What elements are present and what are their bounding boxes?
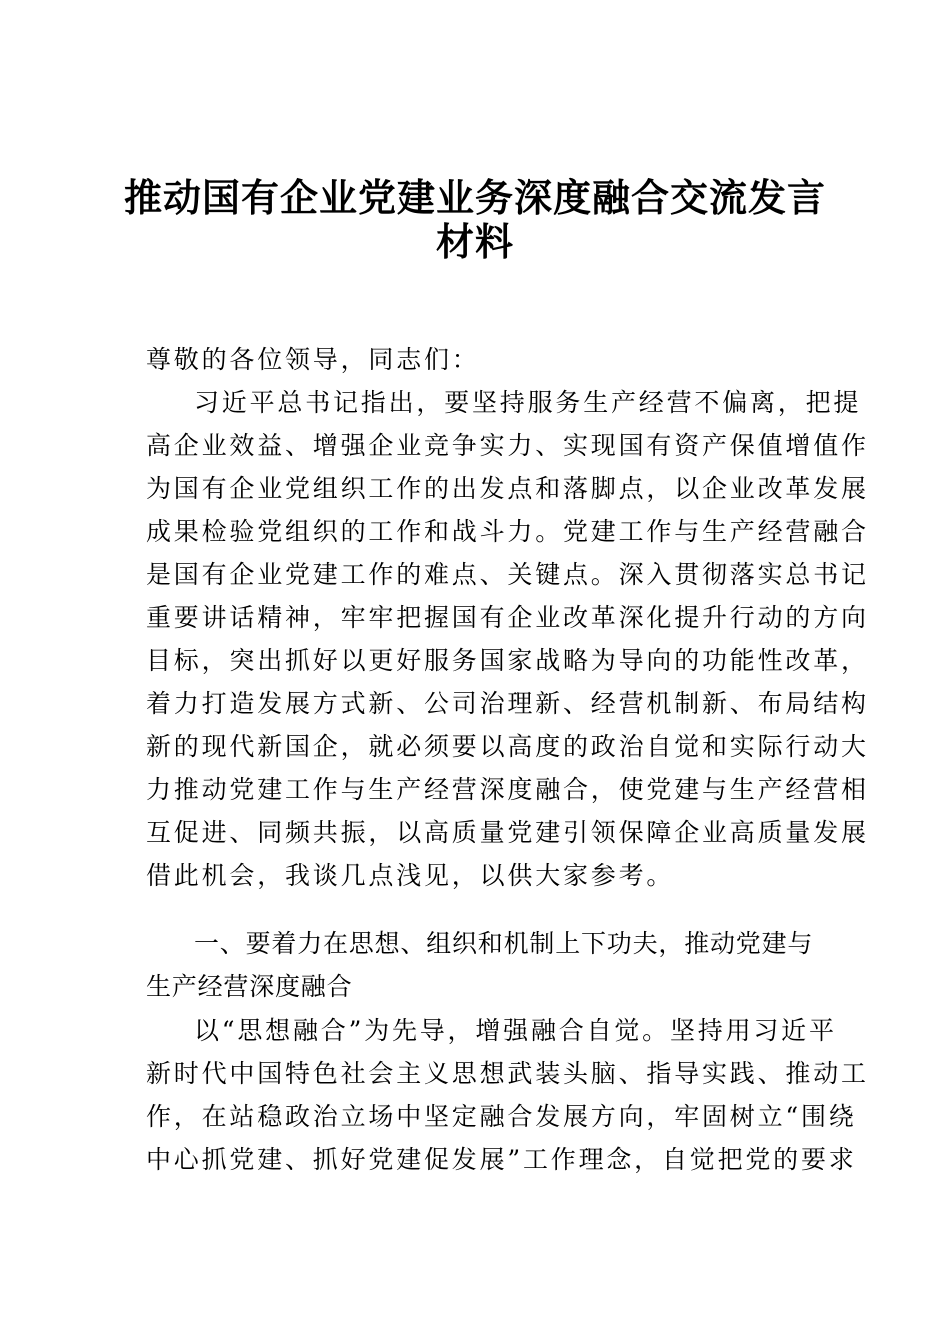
document-title-line-1: 推动国有企业党建业务深度融合交流发言 bbox=[123, 175, 826, 220]
paragraph-line: 为国有企业党组织工作的出发点和落脚点，以企业改革发展 bbox=[146, 474, 869, 503]
paragraph-line: 借此机会，我谈几点浅见，以供大家参考。 bbox=[146, 861, 675, 890]
paragraph-line: 中心抓党建、抓好党建促发展”工作理念，自觉把党的要求 bbox=[146, 1145, 857, 1174]
paragraph-line: 作，在站稳政治立场中坚定融合发展方向，牢固树立“围绕 bbox=[146, 1102, 857, 1131]
salutation bbox=[146, 338, 810, 381]
salutation-text: 尊敬的各位领导，同志们： bbox=[146, 345, 480, 374]
paragraph-2 bbox=[146, 1009, 869, 1181]
paragraph-line: 高企业效益、增强企业竞争实力、实现国有资产保值增值作 bbox=[146, 431, 869, 460]
paragraph-line: 是国有企业党建工作的难点、关键点。深入贯彻落实总书记 bbox=[146, 560, 869, 589]
paragraph-line: 着力打造发展方式新、公司治理新、经营机制新、布局结构 bbox=[146, 689, 869, 718]
paragraph-line: 目标，突出抓好以更好服务国家战略为导向的功能性改革， bbox=[146, 646, 869, 675]
section-heading-1 bbox=[146, 922, 814, 1008]
paragraph-line: 新时代中国特色社会主义思想武装头脑、指导实践、推动工 bbox=[146, 1059, 869, 1088]
document-title-line-2: 材料 bbox=[435, 219, 514, 264]
paragraph-line: 新的现代新国企，就必须要以高度的政治自觉和实际行动大 bbox=[146, 732, 869, 761]
paragraph-line: 重要讲话精神，牢牢把握国有企业改革深化提升行动的方向 bbox=[146, 603, 869, 632]
paragraph-line: 习近平总书记指出，要坚持服务生产经营不偏离，把提 bbox=[194, 388, 862, 417]
paragraph-line: 互促进、同频共振，以高质量党建引领保障企业高质量发展 bbox=[146, 818, 869, 847]
paragraph-line: 以“思想融合”为先导，增强融合自觉。坚持用习近平 bbox=[194, 1016, 837, 1045]
paragraph-line: 成果检验党组织的工作和战斗力。党建工作与生产经营融合 bbox=[146, 517, 869, 546]
section-heading-line: 一、要着力在思想、组织和机制上下功夫，推动党建与 bbox=[194, 929, 814, 958]
paragraph-line: 力推动党建工作与生产经营深度融合，使党建与生产经营相 bbox=[146, 775, 869, 804]
section-heading-line: 生产经营深度融合 bbox=[146, 972, 353, 1001]
paragraph-1 bbox=[146, 381, 869, 897]
